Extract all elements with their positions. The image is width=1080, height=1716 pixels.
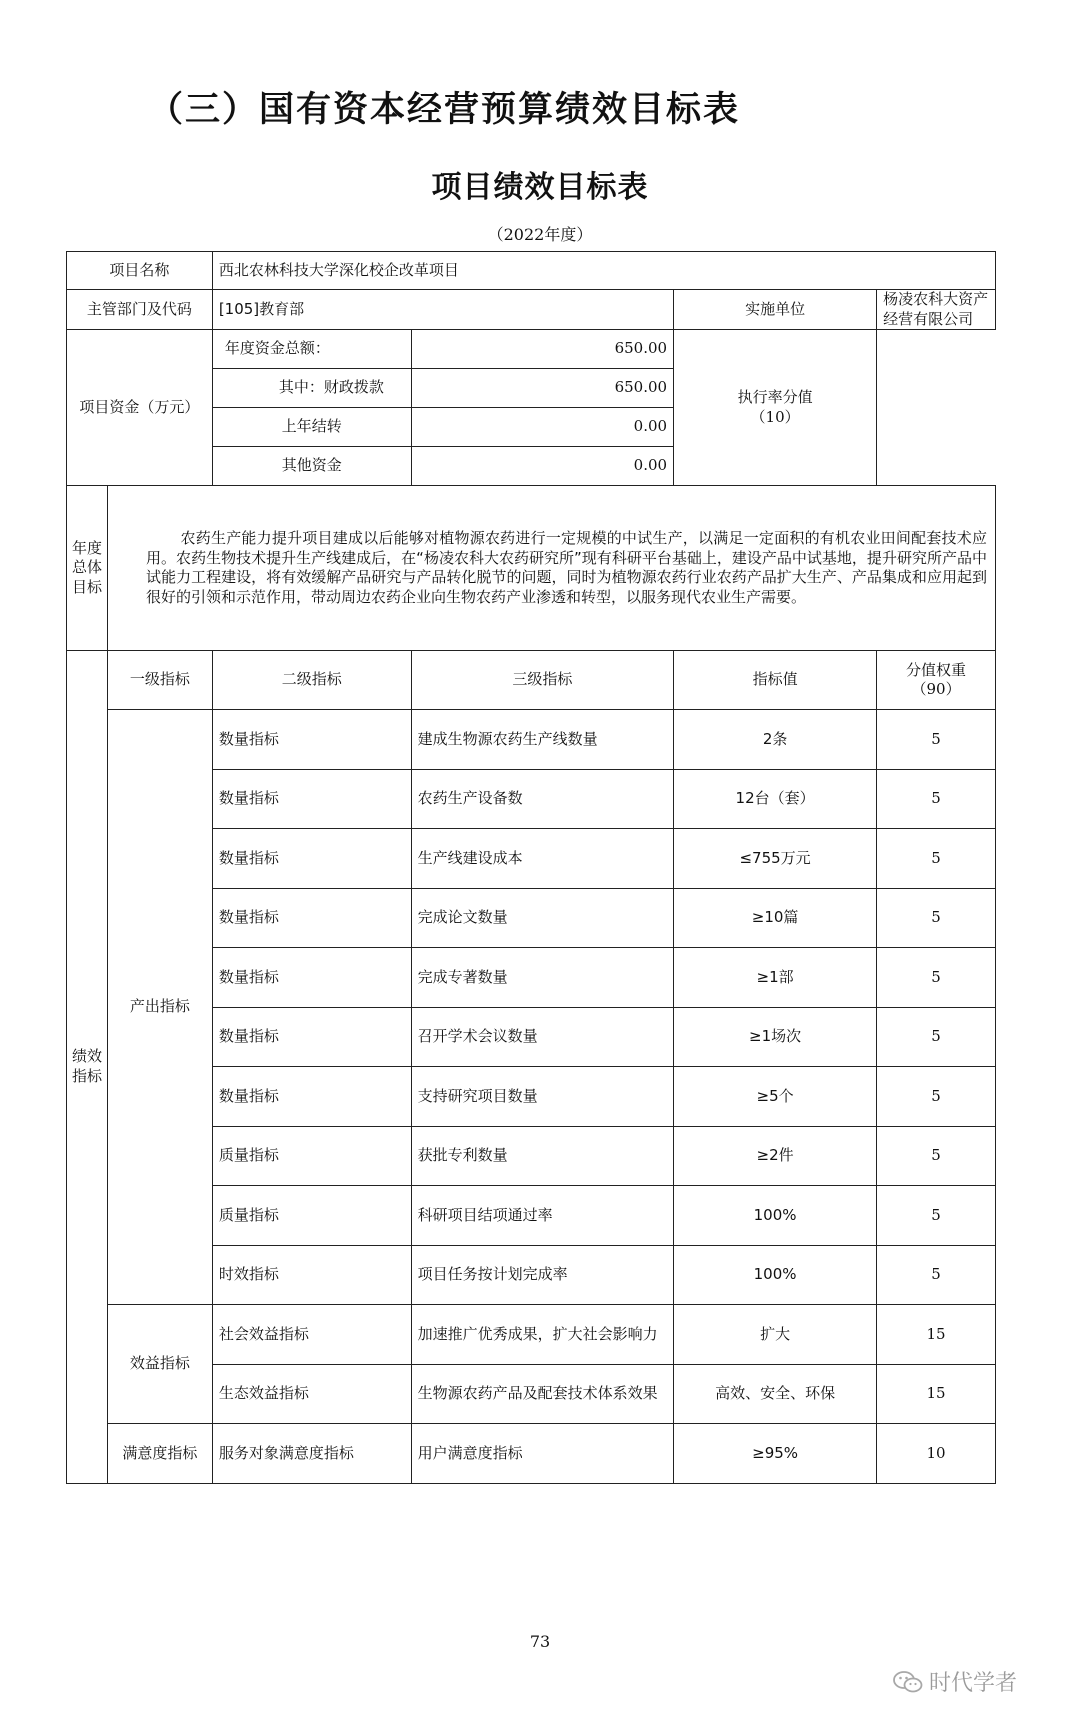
indicator-level3: 用户满意度指标 [411,1424,673,1484]
row-annual-goal [67,486,996,651]
indicator-value: 高效、安全、环保 [674,1364,877,1424]
indicator-row [67,710,996,770]
row-project-name [67,252,996,290]
indicator-value: ≥1部 [674,948,877,1008]
annual-goal-label: 年度 总体 目标 [67,486,108,651]
header-value: 指标值 [674,651,877,710]
indicator-weight: 15 [877,1364,996,1424]
level1-benefit: 效益指标 [108,1305,213,1424]
indicator-value: 扩大 [674,1305,877,1365]
fund-row-label: 上年结转 [212,408,411,447]
indicator-value: ≥1场次 [674,1007,877,1067]
funds-label: 项目资金（万元） [67,330,213,486]
indicator-value: ≥2件 [674,1126,877,1186]
indicator-value: 12台（套） [674,769,877,829]
fund-row-label: 年度资金总额： [212,330,411,369]
indicator-level3: 获批专利数量 [411,1126,673,1186]
year-label: （2022年度） [487,225,593,244]
indicator-level2: 社会效益指标 [212,1305,411,1365]
level1-satisfaction: 满意度指标 [108,1424,213,1484]
indicator-weight: 5 [877,710,996,770]
indicator-weight: 5 [877,1186,996,1246]
indicator-value: 100% [674,1245,877,1305]
fund-row-value: 0.00 [411,447,673,486]
header-level2: 二级指标 [212,651,411,710]
indicator-level3: 完成论文数量 [411,888,673,948]
row-indicator-header [67,651,996,710]
performance-indicators-label: 绩效 指标 [67,651,108,1484]
indicator-level3: 农药生产设备数 [411,769,673,829]
indicator-level2: 数量指标 [212,829,411,889]
indicator-weight: 15 [877,1305,996,1365]
fund-row-value: 650.00 [411,369,673,408]
indicator-weight: 5 [877,829,996,889]
indicator-level2: 数量指标 [212,948,411,1008]
project-name-value: 西北农林科技大学深化校企改革项目 [212,252,995,290]
indicator-weight: 5 [877,888,996,948]
performance-target-table [66,251,996,1484]
indicator-level3: 项目任务按计划完成率 [411,1245,673,1305]
execution-rate-cell [674,330,877,486]
page-number: 73 [529,1632,551,1651]
header-weight: 分值权重 （90） [877,651,996,710]
indicator-row [67,1424,996,1484]
indicator-level3: 生物源农药产品及配套技术体系效果 [411,1364,673,1424]
indicator-level2: 数量指标 [212,1007,411,1067]
fund-row-label: 其中：财政拨款 [212,369,411,408]
indicator-level3: 召开学术会议数量 [411,1007,673,1067]
indicator-value: ≥95% [674,1424,877,1484]
header-level3: 三级指标 [411,651,673,710]
project-name-label: 项目名称 [67,252,213,290]
fund-row-value: 650.00 [411,330,673,369]
header-level1: 一级指标 [108,651,213,710]
indicator-weight: 5 [877,769,996,829]
watermark [893,1666,1017,1697]
indicator-weight: 5 [877,1067,996,1127]
indicator-level2: 时效指标 [212,1245,411,1305]
watermark-text: 时代学者 [929,1671,1018,1696]
indicator-weight: 5 [877,1007,996,1067]
indicator-level2: 数量指标 [212,769,411,829]
indicator-level2: 数量指标 [212,1067,411,1127]
indicator-level3: 生产线建设成本 [411,829,673,889]
department-label: 主管部门及代码 [67,290,213,330]
execution-rate-label: 执行率分值 [737,388,813,406]
indicator-level2: 质量指标 [212,1126,411,1186]
indicator-level3: 完成专著数量 [411,948,673,1008]
blank-area [877,330,996,486]
indicator-value: ≥10篇 [674,888,877,948]
row-department [67,290,996,330]
indicator-value: ≥5个 [674,1067,877,1127]
fund-row-value: 0.00 [411,408,673,447]
implementing-unit-value: 杨凌农科大资产经营有限公司 [877,290,996,330]
level1-output: 产出指标 [108,710,213,1305]
wechat-icon [893,1670,923,1694]
indicator-weight: 10 [877,1424,996,1484]
indicator-weight: 5 [877,948,996,1008]
indicator-value: ≤755万元 [674,829,877,889]
indicator-level3: 建成生物源农药生产线数量 [411,710,673,770]
table-title: 项目绩效目标表 [431,170,649,205]
indicator-level2: 服务对象满意度指标 [212,1424,411,1484]
indicator-value: 2条 [674,710,877,770]
indicator-level2: 质量指标 [212,1186,411,1246]
indicator-level2: 生态效益指标 [212,1364,411,1424]
indicator-weight: 5 [877,1126,996,1186]
indicator-weight: 5 [877,1245,996,1305]
indicator-level3: 加速推广优秀成果，扩大社会影响力 [411,1305,673,1365]
indicator-level2: 数量指标 [212,888,411,948]
indicator-level3: 支持研究项目数量 [411,1067,673,1127]
row-fund-total [67,330,996,369]
fund-row-label: 其他资金 [212,447,411,486]
indicator-row [67,1305,996,1365]
indicator-value: 100% [674,1186,877,1246]
indicator-level3: 科研项目结项通过率 [411,1186,673,1246]
annual-goal-text: 农药生产能力提升项目建成以后能够对植物源农药进行一定规模的中试生产，以满足一定面积的有机农业田间配套技术应用。农药生物技术提升生产线建成后，在“杨凌农科大农药研究所”现有科研平台基础上，建设产品中试基地，提升研究所产品中试能力工程建设，将有效缓解产品研究与产品转化脱节的问题，同时为植物源农药行业农药产品扩大生产、产品集成和应用起到很好的引领和示范作用，带动周边农药企业向生物农药产业渗透和转型，以服务现代农业生产需要。 [108,486,996,651]
implementing-unit-label: 实施单位 [674,290,877,330]
execution-rate-score: （10） [750,407,800,426]
indicator-level2: 数量指标 [212,710,411,770]
department-value: [105]教育部 [212,290,673,330]
page-heading: （三）国有资本经营预算绩效目标表 [148,90,741,130]
